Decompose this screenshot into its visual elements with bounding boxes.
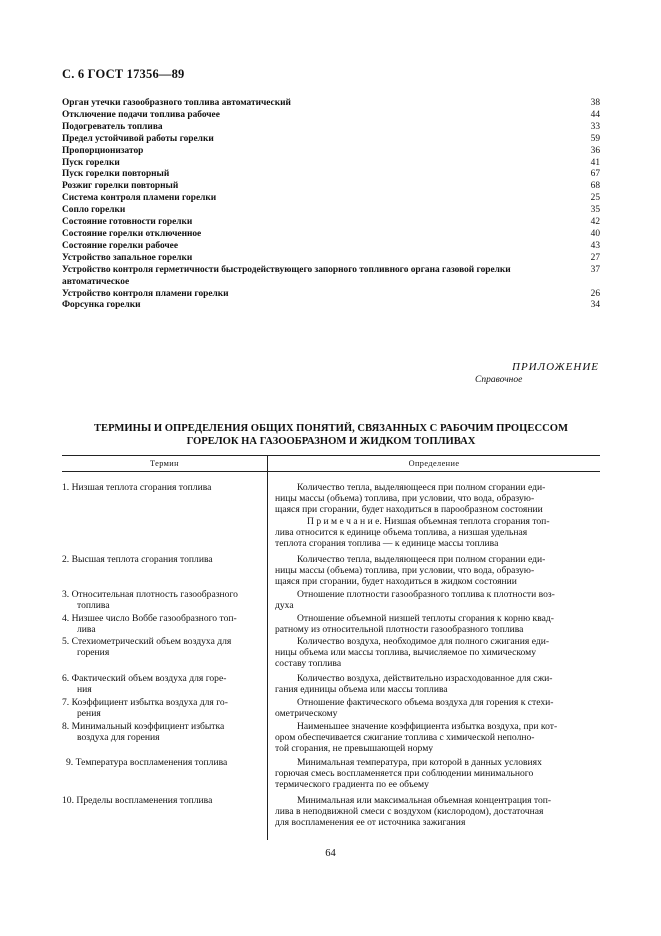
term-line: ния — [77, 684, 92, 696]
section-title-line: ГОРЕЛОК НА ГАЗООБРАЗНОМ И ЖИДКОМ ТОПЛИВАХ — [186, 435, 476, 447]
index-page: 37 — [590, 264, 600, 275]
term-cell — [62, 795, 260, 806]
term-line: горения — [77, 647, 110, 659]
index-term: Устройство контроля пламени горелки — [62, 288, 229, 299]
definition-line: ором обеспечивается сжигание топлива с химической неполно- — [275, 732, 535, 744]
definition-line: термического градиента по ее объему — [275, 779, 429, 791]
index-row — [62, 205, 600, 217]
index-term: Устройство запальное горелки — [62, 252, 193, 263]
definition-line: горючая смесь воспламеняется при соблюдении минимального — [275, 768, 534, 780]
definition-line: той сгорания, не превышающей норму — [275, 743, 434, 755]
term-line: лива — [77, 624, 96, 636]
index-row — [62, 146, 600, 158]
definition-line: духа — [275, 600, 294, 612]
index-term: Пуск горелки — [62, 157, 120, 168]
index-page: 33 — [590, 121, 600, 132]
note-line: теплота сгорания топлива — к единице массы топлива — [275, 538, 499, 550]
definition-line: гания единицы объема или массы топлива — [275, 684, 448, 696]
page-number: 64 — [325, 848, 336, 859]
definition-line: ометрическому — [275, 708, 338, 720]
definition-line: лива в неподвижной смеси с воздухом (кислородом), достаточная — [275, 806, 544, 818]
definition-line: ратному из относительной плотности газообразного топлива — [275, 624, 524, 636]
term-line: рения — [77, 708, 101, 720]
definition-cell — [275, 757, 599, 791]
term-line: 7. Коэффициент избытка воздуха для го- — [62, 697, 228, 708]
index-row — [62, 98, 600, 110]
definition-line: Количество тепла, выделяющееся при полном сгорании еди- — [297, 482, 546, 493]
term-cell — [62, 757, 260, 768]
definition-line: ницы массы (объема) топлива, при условии, что вода, образую- — [275, 493, 535, 505]
index-row — [62, 193, 600, 205]
index-row — [62, 169, 600, 181]
definition-cell — [275, 554, 599, 588]
index-term: Состояние готовности горелки — [62, 217, 193, 228]
appendix-title: ПРИЛОЖЕНИЕ — [512, 361, 599, 373]
definition-line: составу топлива — [275, 658, 342, 670]
index-page: 59 — [590, 133, 600, 144]
index-page: 42 — [590, 217, 600, 228]
definition-cell — [275, 795, 599, 829]
term-cell — [62, 482, 260, 493]
table-header-definition: Определение — [408, 459, 460, 468]
definition-line: Наименьшее значение коэффициента избытка воздуха, при кот- — [297, 721, 558, 732]
section-title-line: ТЕРМИНЫ И ОПРЕДЕЛЕНИЯ ОБЩИХ ПОНЯТИЙ, СВЯЗАННЫХ С РАБОЧИМ ПРОЦЕССОМ — [93, 423, 569, 434]
table-column-divider — [267, 455, 268, 840]
term-line: 6. Фактический объем воздуха для горе- — [62, 673, 227, 684]
index-page: 68 — [590, 181, 600, 192]
index-page: 41 — [590, 157, 600, 168]
definition-line: ницы объема или массы топлива, вычисляемое по химическому — [275, 647, 537, 659]
definition-line: Отношение объемной низшей теплоты сгорания к корню квад- — [297, 613, 554, 624]
index-row — [62, 158, 600, 170]
table-header-term: Термин — [150, 459, 179, 468]
definition-cell — [275, 482, 599, 549]
definition-line: Отношение плотности газообразного топлива к плотности воз- — [297, 589, 555, 600]
index-term: Устройство контроля герметичности быстродействующего запорного топливного органа газовой горелки автоматическое — [62, 264, 511, 287]
index-row — [62, 217, 600, 229]
index-page: 27 — [590, 252, 600, 263]
definition-line: ницы массы (объема) топлива, при условии, что вода, образую- — [275, 565, 535, 577]
index-term: Орган утечки газообразного топлива автоматический — [62, 98, 291, 108]
definition-line: Минимальная или максимальная объемная концентрация топ- — [297, 795, 552, 806]
index-term: Предел устойчивой работы горелки — [62, 133, 214, 144]
section-title — [62, 423, 600, 448]
definition-line: щаяся при сгорании, будет находиться в парообразном состоянии — [275, 504, 543, 516]
index-row — [62, 229, 600, 241]
index-row — [62, 122, 600, 134]
term-line: воздуха для горения — [77, 732, 160, 744]
index-page: 34 — [590, 300, 600, 311]
index-term: Пуск горелки повторный — [62, 169, 170, 180]
index-page: 35 — [590, 205, 600, 216]
page-header: С. 6 ГОСТ 17356—89 — [62, 67, 185, 81]
index-term: Форсунка горелки — [62, 300, 141, 311]
index-term: Подогреватель топлива — [62, 121, 163, 132]
definition-cell — [275, 589, 599, 611]
term-line: 8. Минимальный коэффициент избытка — [62, 721, 225, 732]
index-page: 40 — [590, 228, 600, 239]
definition-cell — [275, 613, 599, 635]
index-term: Система контроля пламени горелки — [62, 193, 217, 204]
index-row — [62, 134, 600, 146]
index-page: 43 — [590, 240, 600, 251]
definition-line: Количество воздуха, необходимое для полного сжигания еди- — [297, 636, 550, 647]
index-page: 26 — [590, 288, 600, 299]
note-line: П р и м е ч а н и е. Низшая объемная теплота сгорания топ- — [307, 515, 550, 527]
definition-line: щаяся при сгорании, будет находиться в жидком состоянии — [275, 576, 517, 588]
index-row — [62, 241, 600, 253]
index-page: 44 — [590, 109, 600, 120]
term-line: 3. Относительная плотность газообразного — [62, 589, 238, 600]
term-index — [62, 98, 600, 312]
definition-cell — [275, 636, 599, 670]
index-term: Состояние горелки отключенное — [62, 228, 202, 239]
term-line: 5. Стехиометрический объем воздуха для — [62, 636, 232, 647]
index-row — [62, 110, 600, 122]
note-line: лива относится к единице объема топлива, а низшая удельная — [275, 526, 528, 538]
index-term: Розжиг горелки повторный — [62, 181, 179, 192]
index-term: Сопло горелки — [62, 205, 126, 216]
index-page: 67 — [590, 169, 600, 180]
definition-line: Отношение фактического объема воздуха для горения к стехи- — [297, 697, 554, 708]
definition-cell — [275, 697, 599, 719]
index-term: Пропорционизатор — [62, 145, 144, 156]
term-cell — [62, 673, 260, 695]
index-row — [62, 289, 600, 301]
definition-cell — [275, 721, 599, 755]
index-row — [62, 181, 600, 193]
index-term: Отключение подачи топлива рабочее — [62, 109, 220, 120]
term-line: 9. Температура воспламенения топлива — [66, 757, 228, 768]
term-cell — [62, 636, 260, 658]
index-row — [62, 300, 600, 312]
term-cell — [62, 589, 260, 611]
index-row — [62, 253, 600, 265]
table-header-rule — [62, 471, 600, 472]
term-cell — [62, 697, 260, 719]
term-cell — [62, 554, 260, 565]
definition-cell — [275, 673, 599, 695]
term-line: топлива — [77, 600, 110, 612]
definition-line: Минимальная температура, при которой в данных условиях — [297, 757, 542, 768]
index-term: Состояние горелки рабочее — [62, 240, 179, 251]
appendix-subtitle: Справочное — [475, 375, 523, 385]
table-top-rule — [62, 455, 600, 456]
definition-line: Количество тепла, выделяющееся при полном сгорании еди- — [297, 554, 546, 565]
term-line: 2. Высшая теплота сгорания топлива — [62, 554, 213, 565]
term-cell — [62, 721, 260, 743]
index-row — [62, 265, 600, 289]
term-line: 1. Низшая теплота сгорания топлива — [62, 482, 212, 493]
term-line: 4. Низшее число Воббе газообразного топ- — [62, 613, 237, 624]
term-line: 10. Пределы воспламенения топлива — [62, 795, 213, 806]
index-page: 38 — [590, 98, 600, 108]
definition-line: для воспламенения ее от источника зажигания — [275, 817, 466, 829]
definition-line: Количество воздуха, действительно израсходованное для сжи- — [297, 673, 553, 684]
term-cell — [62, 613, 260, 635]
index-page: 25 — [590, 193, 600, 204]
index-page: 36 — [590, 145, 600, 156]
